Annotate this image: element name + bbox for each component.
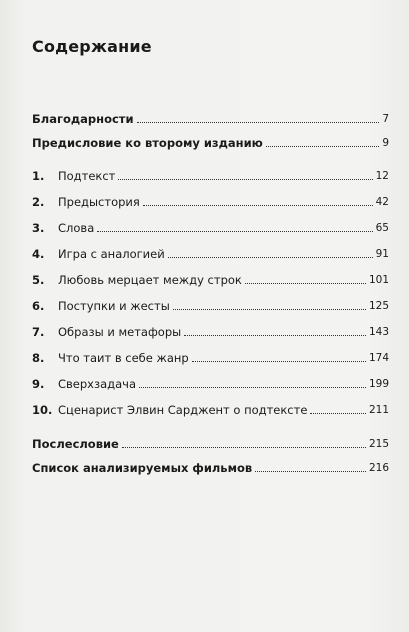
toc-entry-page: 143	[368, 326, 389, 338]
toc-entry-acknowledgements	[32, 110, 389, 126]
dot-leader	[245, 282, 366, 284]
toc-entry-page: 9	[382, 137, 389, 149]
toc-entry-number: 1.	[32, 169, 45, 183]
toc-entry-number: 4.	[32, 247, 45, 261]
toc-entry-number: 9.	[32, 377, 45, 391]
toc-entry-number: 7.	[32, 325, 45, 339]
dot-leader	[143, 204, 373, 206]
toc-entry-label: Список анализируемых фильмов	[32, 461, 253, 475]
toc-entry-page: 215	[368, 438, 389, 450]
toc-entry-label: Образы и метафоры	[58, 325, 182, 339]
toc-entry-chapter-6	[32, 297, 389, 313]
toc-entry-chapter-4	[32, 245, 389, 261]
toc-entry-label: Послесловие	[32, 437, 119, 451]
toc-entry-page: 125	[368, 300, 389, 312]
dot-leader	[184, 334, 366, 336]
toc-entry-page: 42	[375, 196, 389, 208]
toc-entry-number: 10.	[32, 403, 53, 417]
toc-entry-page: 65	[375, 222, 389, 234]
dot-leader	[168, 256, 373, 258]
toc-entry-page: 199	[368, 378, 389, 390]
dot-leader	[118, 178, 372, 180]
toc-entry-page: 101	[368, 274, 389, 286]
toc-entry-label: Любовь мерцает между строк	[58, 273, 242, 287]
toc-entry-number: 8.	[32, 351, 45, 365]
toc-entry-number: 6.	[32, 299, 45, 313]
toc-entry-film-list	[32, 459, 389, 475]
dot-leader	[137, 121, 380, 123]
toc-entry-preface	[32, 134, 389, 150]
toc-entry-label: Предисловие ко второму изданию	[32, 136, 263, 150]
toc-entry-chapter-1	[32, 167, 389, 183]
dot-leader	[255, 470, 366, 472]
toc-entry-label: Поступки и жесты	[58, 299, 170, 313]
dot-leader	[310, 412, 366, 414]
toc-entry-label: Слова	[58, 221, 95, 235]
dot-leader	[97, 230, 372, 232]
toc-entry-number: 5.	[32, 273, 45, 287]
toc-entry-page: 216	[368, 462, 389, 474]
toc-entry-label: Предыстория	[58, 195, 140, 209]
toc-entry-chapter-2	[32, 193, 389, 209]
toc-entry-label: Сверхзадача	[58, 377, 136, 391]
dot-leader	[173, 308, 366, 310]
toc-entry-chapter-5	[32, 271, 389, 287]
toc-entry-page: 7	[382, 113, 389, 125]
toc-entry-number: 2.	[32, 195, 45, 209]
toc-entry-afterword	[32, 435, 389, 451]
toc-entry-label: Благодарности	[32, 112, 134, 126]
toc-entry-label: Что таит в себе жанр	[58, 351, 189, 365]
dot-leader	[139, 386, 366, 388]
toc-entry-page: 211	[368, 404, 389, 416]
dot-leader	[192, 360, 366, 362]
toc-entry-label: Подтекст	[58, 169, 116, 183]
page-title: Содержание	[32, 37, 152, 56]
toc-entry-page: 174	[368, 352, 389, 364]
toc-entry-label: Сценарист Элвин Сарджент о подтексте	[58, 403, 308, 417]
toc-entry-label: Игра с аналогией	[58, 247, 165, 261]
dot-leader	[122, 446, 366, 448]
toc-entry-chapter-7	[32, 323, 389, 339]
dot-leader	[266, 145, 379, 147]
toc-entry-chapter-8	[32, 349, 389, 365]
toc-entry-number: 3.	[32, 221, 45, 235]
toc-entry-chapter-3	[32, 219, 389, 235]
toc-entry-chapter-10	[32, 401, 389, 417]
toc-entry-page: 91	[375, 248, 389, 260]
toc-entry-page: 12	[375, 170, 389, 182]
toc-entry-chapter-9	[32, 375, 389, 391]
